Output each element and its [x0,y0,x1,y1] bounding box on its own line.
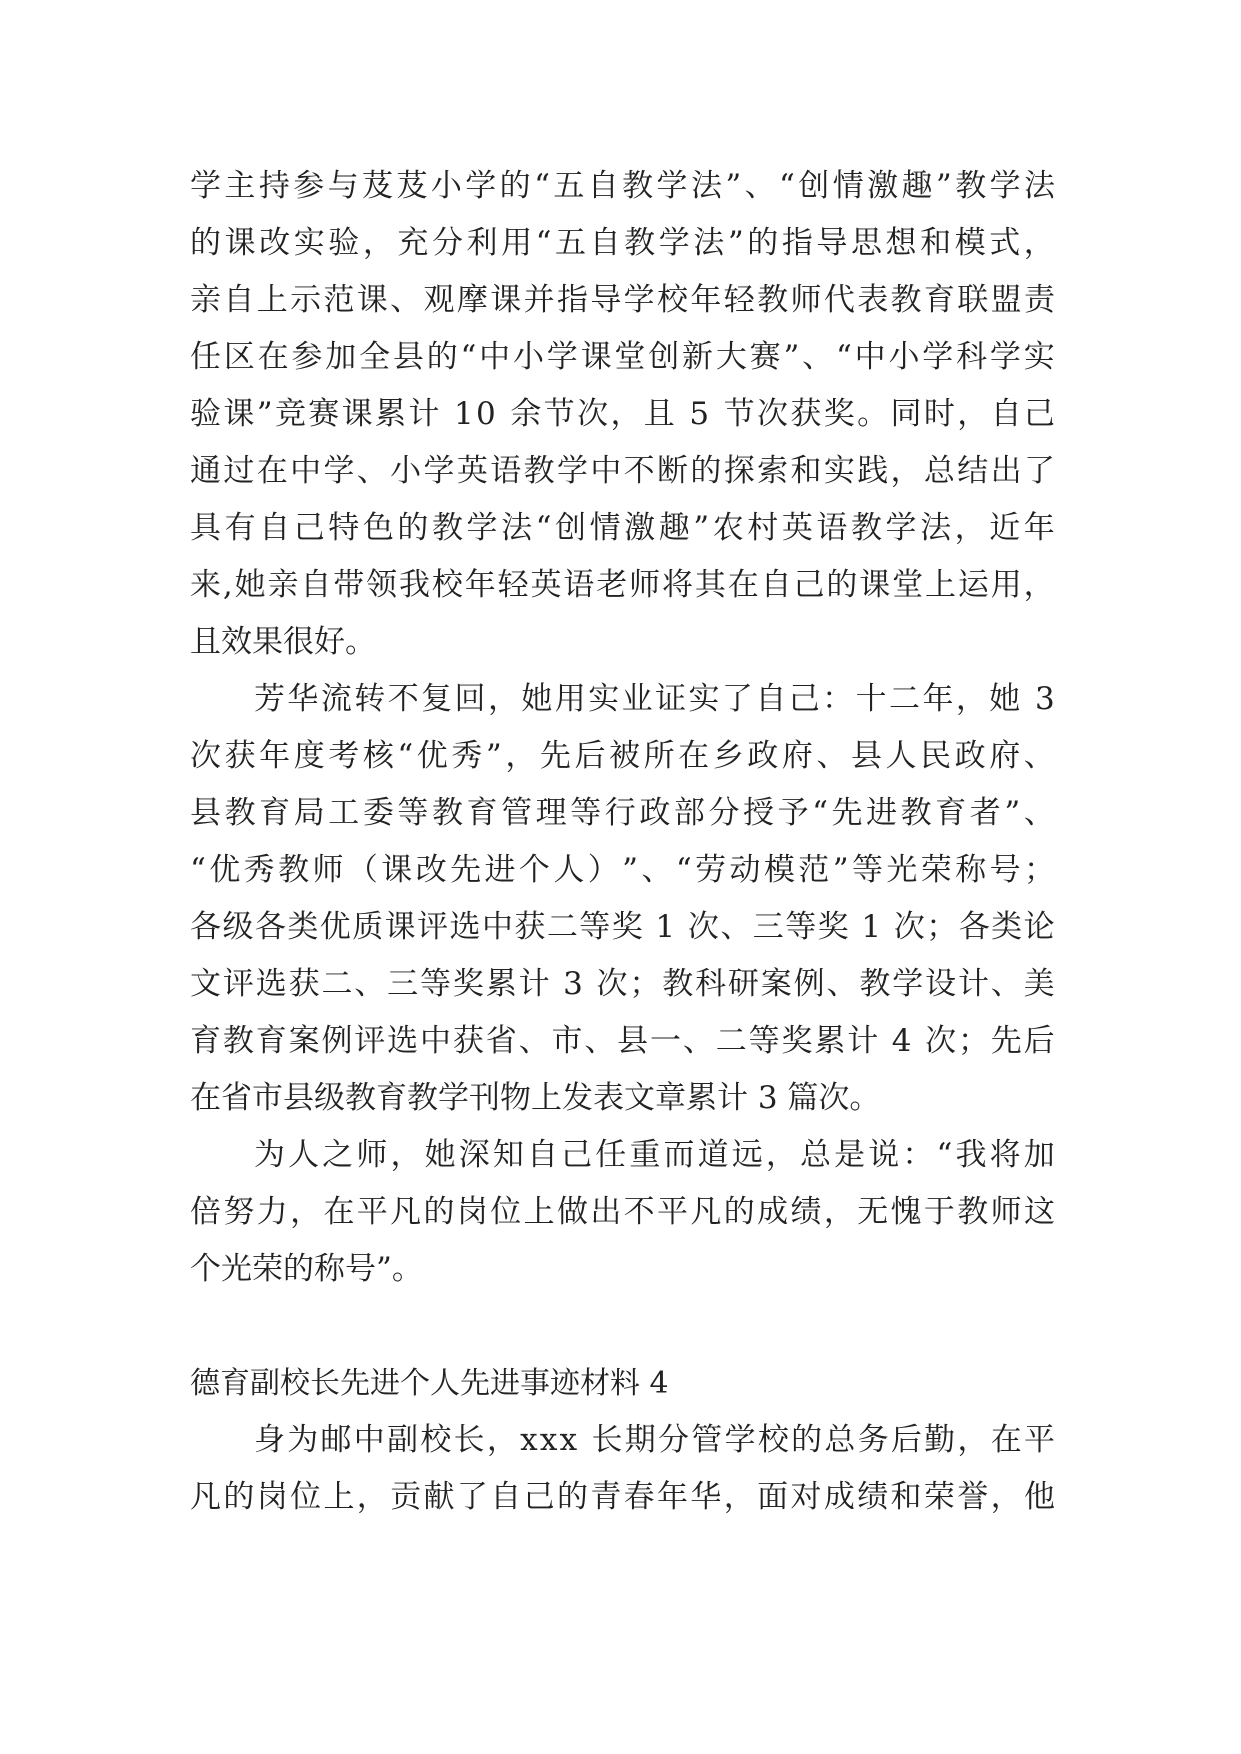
text-line: 通 过 在 中 学 、 小 学 英 语 教 学 中 不 断 的 探 索 和 实 践 ， 总 结 出 了 [190,453,1055,489]
text-line: 个光荣的称号”。 [190,1251,423,1287]
text-line: 任 区 在 参 加 全 县 的 “ 中 小 学 课 堂 创 新 大 赛 ” 、 “ 中 小 学 科 学 实 [190,339,1055,375]
text-line: 具 有 自 己 特 色 的 教 学 法 “ 创 情 激 趣 ” 农 村 英 语 教 学 法 ， 近 年 [190,510,1055,546]
text-line: 身 为 邮 中 副 校 长 ， x x x 长 期 分 管 学 校 的 总 务 后 勤 ， 在 平 [254,1422,1055,1458]
paragraph-3 [190,1127,1055,1298]
text-line: 各 级 各 类 优 质 课 评 选 中 获 二 等 奖 1 次 、 三 等 奖 1 次 ； 各 类 论 [190,909,1055,945]
text-line: 次 获 年 度 考 核 “ 优 秀 ” ， 先 后 被 所 在 乡 政 府 、 县 人 民 政 府 、 [190,738,1055,774]
text-line: 芳 华 流 转 不 复 回 ， 她 用 实 业 证 实 了 自 己 ： 十 二 年 ， 她 3 [254,681,1055,717]
document-body [190,158,1055,1526]
text-line: 凡 的 岗 位 上 ， 贡 献 了 自 己 的 青 春 年 华 ， 面 对 成 绩 和 荣 誉 ， 他 [190,1479,1055,1515]
text-line: 亲 自 上 示 范 课 、 观 摩 课 并 指 导 学 校 年 轻 教 师 代 表 教 育 联 盟 责 [190,282,1055,318]
paragraph-1 [190,158,1055,671]
text-line: “ 优 秀 教 师 （ 课 改 先 进 个 人 ） ” 、 “ 劳 动 模 范 ” 等 光 荣 称 号 ； [190,852,1055,888]
blank-line [190,1298,1055,1355]
section-paragraph [190,1412,1055,1526]
text-line: 验 课 ” 竞 赛 课 累 计 1 0 余 节 次 ， 且 5 节 次 获 奖 。 同 时 ， 自 己 [190,396,1055,432]
text-line: 县 教 育 局 工 委 等 教 育 管 理 等 行 政 部 分 授 予 “ 先 进 教 育 者 ” 、 [190,795,1055,831]
text-line: 在省市县级教育教学刊物上发表文章累计 3 篇次。 [190,1080,881,1116]
section-heading: 德育副校长先进个人先进事迹材料 4 [190,1366,669,1401]
text-line: 且效果很好。 [190,624,376,660]
text-line: 为 人 之 师 ， 她 深 知 自 己 任 重 而 道 远 ， 总 是 说 ： “ 我 将 加 [254,1137,1055,1173]
text-line: 倍 努 力 ， 在 平 凡 的 岗 位 上 做 出 不 平 凡 的 成 绩 ， 无 愧 于 教 师 这 [190,1194,1055,1230]
text-line: 的 课 改 实 验 ， 充 分 利 用 “ 五 自 教 学 法 ” 的 指 导 思 想 和 模 式 ， [190,225,1055,261]
text-line: 学 主 持 参 与 芨 芨 小 学 的 “ 五 自 教 学 法 ” 、 “ 创 情 激 趣 ” 教 学 法 [190,168,1055,204]
text-line: 来 , 她 亲 自 带 领 我 校 年 轻 英 语 老 师 将 其 在 自 己 的 课 堂 上 运 用 ， [190,567,1055,603]
paragraph-2 [190,671,1055,1127]
text-line: 育 教 育 案 例 评 选 中 获 省 、 市 、 县 一 、 二 等 奖 累 计 4 次 ； 先 后 [190,1023,1055,1059]
text-line: 文 评 选 获 二 、 三 等 奖 累 计 3 次 ； 教 科 研 案 例 、 教 学 设 计 、 美 [190,966,1055,1002]
